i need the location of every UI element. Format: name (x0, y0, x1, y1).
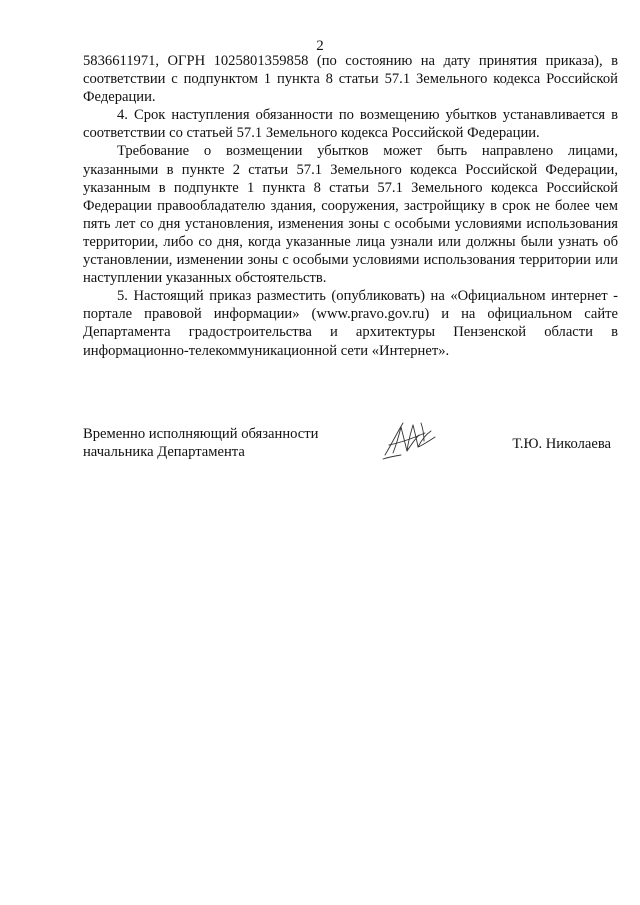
handwritten-signature-icon (377, 415, 447, 465)
signatory-name: Т.Ю. Николаева (512, 436, 611, 452)
paragraph-damages-claim: Требование о возмещении убытков может быть направлено лицами, указанными в пункте 2 статьи 57.1 Земельного кодекса Российской Федерации, указанным в подпункте 1 пункта 8 статьи 57.1 Земельного кодекса Российской Федерации правообладателю здания, сооружения, застройщику в срок не более чем пять лет со дня установления, изменения зоны с особыми условиями использования территории, либо со дня, когда указанные лица узнали или должны были узнать об установлении, изменении зоны с особыми условиями использования территории или наступлении указанных обстоятельств. (83, 143, 618, 287)
paragraph-continuation: 5836611971, ОГРН 1025801359858 (по состоянию на дату принятия приказа), в соответствии с подпунктом 1 пункта 8 статьи 57.1 Земельного кодекса Российской Федерации. (83, 53, 618, 106)
signature-block (83, 425, 618, 475)
signatory-position-line-2: начальника Департамента (83, 444, 245, 461)
page-number: 2 (316, 38, 324, 54)
paragraph-item-4: 4. Срок наступления обязанности по возмещению убытков устанавливается в соответствии со статьей 57.1 Земельного кодекса Российской Федерации. (83, 107, 618, 142)
paragraph-item-5: 5. Настоящий приказ разместить (опубликовать) на «Официальном интернет - портале правовой информации» (www.pravo.gov.ru) и на официальном сайте Департамента градостроительства и архитектуры Пензенской области в информационно-телекоммуникационной сети «Интернет». (83, 288, 618, 359)
signatory-position-line-1: Временно исполняющий обязанности (83, 426, 319, 442)
document-body (83, 52, 618, 360)
signatory-position (83, 425, 318, 461)
